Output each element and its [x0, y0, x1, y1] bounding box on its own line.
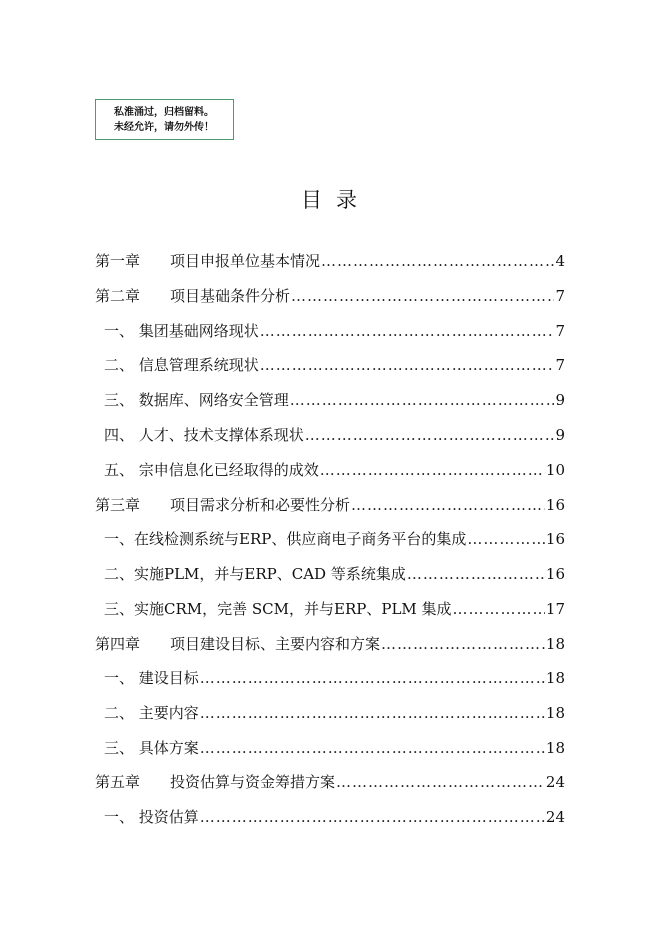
- toc-entry-page: 16: [545, 530, 565, 548]
- toc-entry[interactable]: [104, 424, 565, 446]
- toc-entry-page: 24: [545, 808, 565, 826]
- toc-entry-label: 二、实施PLM，并与ERP、CAD 等系统集成: [104, 565, 406, 583]
- toc-leader: [200, 806, 545, 828]
- toc-entry-page: 17: [545, 600, 565, 618]
- toc-leader: [467, 528, 545, 550]
- toc-entry-label: 一、 建设目标: [104, 669, 199, 687]
- toc-entry[interactable]: [104, 354, 565, 376]
- stamp-line-2: 未经允许，请勿外传！: [114, 122, 214, 133]
- toc-leader: [290, 389, 555, 411]
- toc-entry-label: 二、 主要内容: [104, 704, 199, 722]
- toc-entry[interactable]: [104, 702, 565, 724]
- toc-entry-label: 三、 具体方案: [104, 739, 199, 757]
- toc-leader: [351, 494, 545, 516]
- toc-entry-page: 18: [545, 635, 565, 653]
- page-title: 目录: [301, 188, 371, 212]
- toc-entry-label: 第五章 投资估算与资金筹措方案: [95, 773, 336, 791]
- toc-leader: [200, 737, 545, 759]
- toc-entry-page: 9: [555, 391, 565, 409]
- stamp-line-1: 私淮涌过，归档留料。: [114, 107, 214, 118]
- toc-entry-label: 第一章 项目申报单位基本情况: [95, 252, 321, 270]
- toc-entry-label: 第三章 项目需求分析和必要性分析: [95, 496, 351, 514]
- toc-leader: [407, 563, 545, 585]
- toc-entry[interactable]: [104, 563, 565, 585]
- toc-entry-label: 一、 集团基础网络现状: [104, 322, 259, 340]
- toc-entry-label: 二、 信息管理系统现状: [104, 356, 259, 374]
- toc-entry[interactable]: [95, 633, 565, 655]
- toc-entry-page: 4: [555, 252, 565, 270]
- toc-entry[interactable]: [104, 667, 565, 689]
- toc-entry-page: 10: [545, 461, 565, 479]
- toc-entry[interactable]: [95, 771, 565, 793]
- toc-leader: [305, 424, 555, 446]
- toc-entry[interactable]: [104, 598, 565, 620]
- toc-leader: [260, 320, 555, 342]
- toc-entry-label: 三、实施CRM，完善 SCM，并与ERP、PLM 集成: [104, 600, 452, 618]
- toc-entry[interactable]: [104, 389, 565, 411]
- toc-entry-page: 7: [555, 356, 565, 374]
- toc-entry-label: 五、 宗申信息化已经取得的成效: [104, 461, 319, 479]
- toc-leader: [381, 633, 545, 655]
- toc-entry-label: 一、 投资估算: [104, 808, 199, 826]
- toc-leader: [260, 354, 555, 376]
- toc-entry[interactable]: [95, 250, 565, 272]
- toc-entry[interactable]: [95, 494, 565, 516]
- toc-entry-page: 18: [545, 704, 565, 722]
- toc-entry[interactable]: [104, 459, 565, 481]
- toc-entry[interactable]: [95, 285, 565, 307]
- toc-leader: [291, 285, 554, 307]
- toc-entry-label: 三、 数据库、网络安全管理: [104, 391, 289, 409]
- toc-entry-page: 7: [555, 287, 565, 305]
- toc-entry-label: 第四章 项目建设目标、主要内容和方案: [95, 635, 381, 653]
- toc-entry[interactable]: [104, 320, 565, 342]
- toc-leader: [200, 667, 545, 689]
- toc-entry-label: 四、 人才、技术支撑体系现状: [104, 426, 304, 444]
- toc-entry-page: 16: [545, 496, 565, 514]
- toc-leader: [321, 250, 554, 272]
- toc-entry-page: 9: [555, 426, 565, 444]
- toc-entry-label: 一、在线检测系统与ERP、供应商电子商务平台的集成: [104, 530, 467, 548]
- toc-entry[interactable]: [104, 737, 565, 759]
- toc-entry[interactable]: [104, 528, 565, 550]
- toc-entry-page: 18: [545, 669, 565, 687]
- toc-leader: [453, 598, 545, 620]
- toc-entry-page: 24: [545, 773, 565, 791]
- toc-leader: [336, 771, 545, 793]
- toc-entry-label: 第二章 项目基础条件分析: [95, 287, 291, 305]
- toc-entry[interactable]: [104, 806, 565, 828]
- toc-entry-page: 16: [545, 565, 565, 583]
- toc-leader: [320, 459, 545, 481]
- toc-entry-page: 18: [545, 739, 565, 757]
- toc-leader: [200, 702, 545, 724]
- toc-entry-page: 7: [555, 322, 565, 340]
